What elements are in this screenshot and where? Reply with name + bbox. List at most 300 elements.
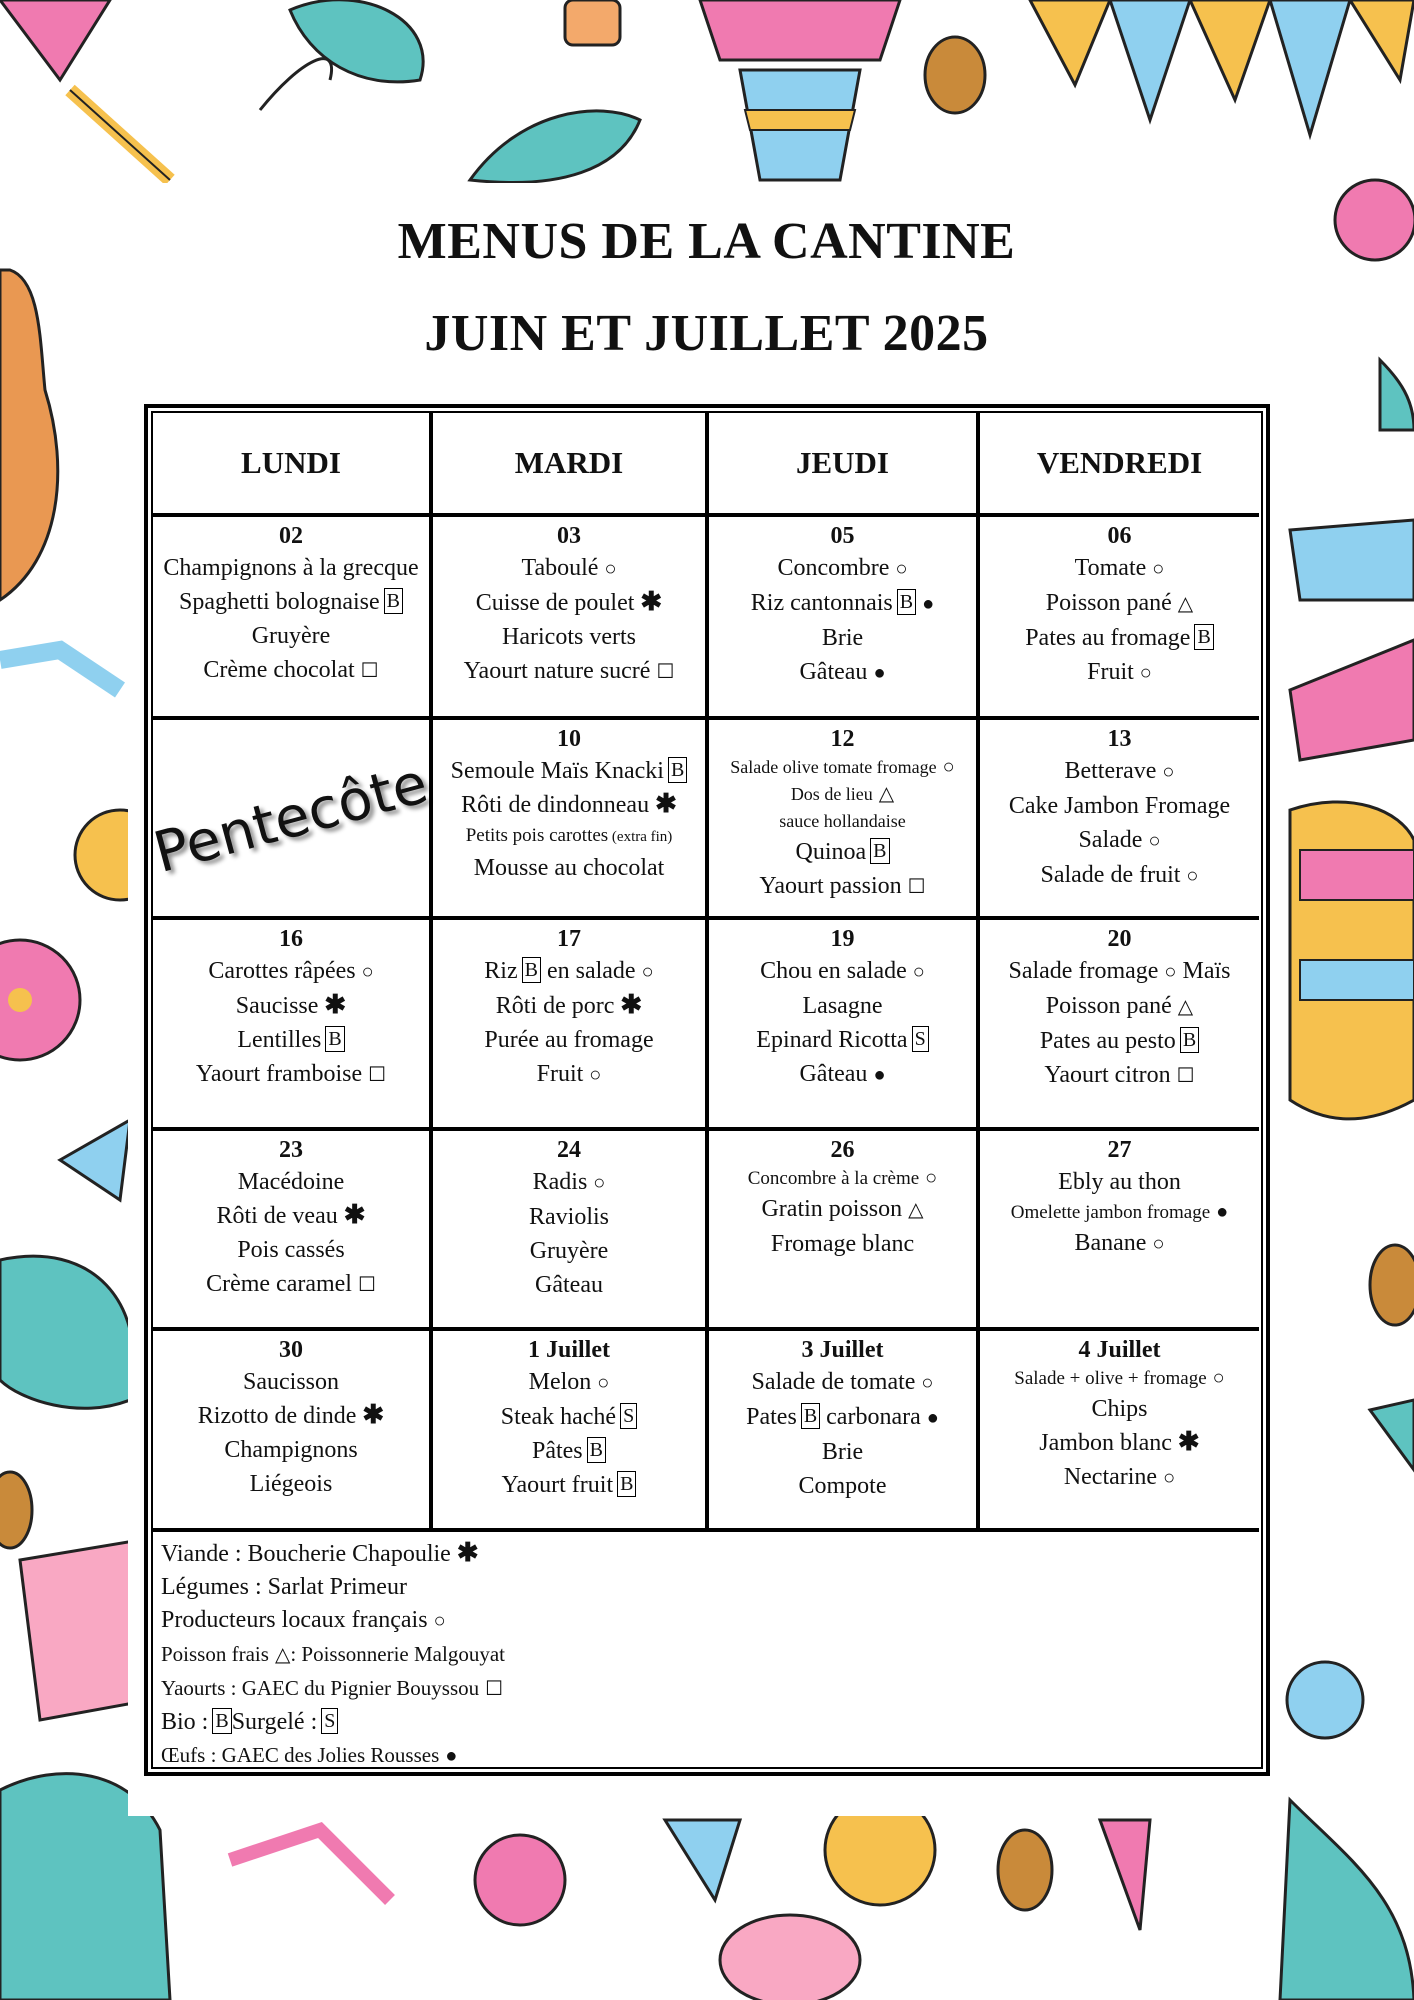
maraca-illustration [665,1820,740,1900]
menu-item-text: Gruyère [251,623,331,649]
legend-text: Yaourts : GAEC du Pignier Bouyssou [161,1676,480,1700]
menu-item-text: Yaourt fruit [501,1472,614,1498]
menu-day-cell [153,920,433,1131]
legend-text: Poisson frais [161,1642,269,1666]
menu-item [484,954,653,989]
menu-item-text: Salade de tomate [751,1369,916,1395]
drum-illustration [700,0,900,180]
menu-item-text: Pates [746,1404,797,1430]
menu-item-text: Omelette jambon fromage [1010,1202,1211,1223]
menu-item [1009,789,1230,823]
legend-text: Producteurs locaux français [161,1607,428,1633]
legend-row [161,1739,457,1773]
menu-item [777,551,907,586]
menu-item [1040,1024,1199,1058]
menu-item-text: Saucisson [243,1369,339,1395]
menu-item [502,620,636,654]
menu-item-text: Gâteau [799,1061,868,1087]
menu-item-note: (extra fin) [608,829,673,845]
surgele-label: S [321,1708,338,1734]
menu-day-cell [709,920,980,1131]
menu-item [759,869,925,904]
day-header-vendredi: VENDREDI [980,413,1259,517]
legend-text: Viande : Boucherie Chapoulie [161,1541,451,1567]
legend-row [161,1538,479,1571]
filled-circle-icon: ● [445,1745,458,1767]
hollow-circle-icon: ○ [593,1172,606,1194]
menu-item-text: Melon [528,1369,592,1395]
menu-item-text: Saucisse [235,993,319,1019]
day-date: 26 [830,1137,855,1163]
leaf-illustration [1380,360,1414,430]
maraca-illustration [1287,1662,1363,1738]
triangle-icon: △ [274,1644,291,1666]
menu-item [529,1365,610,1400]
filled-circle-icon: ● [873,1064,886,1086]
menu-item [822,621,863,655]
day-date: 12 [830,726,855,752]
coffee-bean-illustration [925,37,985,113]
menu-item-text: Salade de fruit [1040,862,1181,888]
menu-item-text: Poisson pané [1045,993,1172,1019]
legend [153,1532,1259,1770]
menu-item-text: Steak haché [500,1404,617,1430]
day-date: 27 [1107,1137,1132,1163]
menu-item-text: Gratin poisson [761,1196,903,1222]
straw-illustration [0,650,120,690]
coffee-bean-illustration [1370,1245,1414,1325]
holiday-cell [147,720,435,920]
maraca-illustration [1290,520,1414,600]
hollow-circle-icon: ○ [1163,1467,1176,1489]
menu-day-cell [433,1331,709,1532]
menu-item-text: Pates au fromage [1025,625,1191,651]
menu-item [206,1267,376,1302]
menu-item-text: Gruyère [529,1238,609,1264]
menu-item-text: Gâteau [535,1272,603,1298]
menu-item [1058,1165,1181,1199]
leaf-illustration [1280,1800,1414,2000]
menu-item [771,1227,914,1261]
day-date: 24 [557,1137,581,1163]
menu-item-text: Yaourt nature sucré [463,658,651,684]
menu-day-cell [433,1131,709,1331]
leaf-illustration [1370,1400,1414,1470]
legend-text: : Poissonnerie Malgouyat [290,1642,505,1666]
menu-item [779,808,905,835]
menu-item-text: Dos de lieu [790,784,873,804]
bio-label: B [897,589,916,615]
menu-item-text: Tomate [1074,555,1147,581]
hollow-circle-icon: ○ [1186,865,1199,887]
menu-item-text: Gâteau [799,659,868,685]
day-date: 4 Juillet [1078,1337,1161,1363]
menu-item [751,1365,933,1400]
menu-item-text: Ebly au thon [1058,1169,1181,1195]
square-icon: ☐ [485,1678,504,1700]
day-header-mardi: MARDI [433,413,709,517]
menu-item [474,851,665,885]
menu-item [822,1435,863,1469]
menu-item-text: Pois cassés [237,1237,345,1263]
flower-illustration [1335,180,1414,260]
menu-day-cell [980,517,1259,720]
menu-item [1046,586,1193,621]
bio-label: B [587,1437,606,1463]
menu-item-text: Lasagne [802,993,883,1019]
menu-day-cell [980,920,1259,1131]
day-date: 20 [1107,926,1132,952]
menu-item [198,1399,384,1433]
legend-text: Bio : [161,1709,209,1735]
menu-item [521,551,616,586]
menu-item [533,1165,606,1200]
menu-item-text: Spaghetti bolognaise [179,589,380,615]
day-date: 05 [830,523,855,549]
square-icon: ☐ [1176,1065,1195,1087]
menu-item-text: Chips [1091,1396,1148,1422]
hollow-circle-icon: ○ [912,961,925,983]
menu-item [1091,1392,1147,1426]
triangle-icon: △ [1177,593,1194,615]
menu-item-text: Radis [532,1169,588,1195]
menu-item-text: Yaourt framboise [195,1061,363,1087]
menu-item [746,1400,939,1435]
menu-item-text: Fruit [536,1061,584,1087]
drum-illustration [1300,960,1414,1000]
menu-item [1008,954,1230,989]
menu-item-text: Petits pois carottes [465,825,609,846]
menu-item [730,754,955,781]
menu-item [537,1057,602,1092]
menu-item [496,989,642,1023]
triangle-icon: △ [1177,996,1194,1018]
menu-item-text: sauce hollandaise [779,811,906,831]
menu-item-text: Mousse au chocolat [473,855,665,881]
page-title: MENUS DE LA CANTINE [397,213,1016,270]
menu-item [535,1268,603,1302]
menu-item [1087,655,1152,690]
menu-item-text: Epinard Ricotta [756,1027,908,1053]
menu-item [1025,621,1214,655]
menu-item [243,1365,339,1399]
menu-item [236,989,346,1023]
menu-item [791,781,894,808]
menu-item [484,1023,653,1057]
menu-item [796,835,890,869]
menu-item [799,1057,885,1092]
asterisk-icon: ✱ [1177,1427,1200,1456]
menu-day-cell [153,1131,433,1331]
menu-item-text: Rôti de dindonneau [461,792,650,818]
kite-illustration [1100,1820,1150,1930]
menu-item-text: Quinoa [795,839,867,865]
bio-label: B [325,1026,344,1052]
menu-item [1064,1460,1175,1495]
menu-item-text: Nectarine [1063,1464,1158,1490]
menu-item-text: Liégeois [249,1471,333,1497]
filled-circle-icon: ● [922,593,935,615]
leaf-illustration [290,0,423,82]
menu-item-text: Pâtes [531,1438,583,1464]
coffee-bean-illustration [0,1472,32,1548]
menu-item [502,1468,637,1502]
menu-item-text: Betterave [1064,758,1157,784]
legend-row [161,1604,446,1638]
kite-illustration [60,1120,130,1200]
hollow-circle-icon: ○ [597,1372,610,1394]
menu-item-text: Poisson pané [1045,590,1172,616]
filled-circle-icon: ● [873,662,886,684]
day-date: 10 [557,726,581,752]
drum-illustration [1300,850,1414,900]
day-date: 17 [557,926,581,952]
menu-day-cell [153,1331,433,1532]
page-subtitle: JUIN ET JUILLET 2025 [424,305,989,362]
hollow-circle-icon: ○ [604,558,617,580]
asterisk-icon: ✱ [324,990,347,1019]
ticket-illustration [565,0,620,45]
legend-row [161,1571,407,1604]
menu-item-text: Fruit [1087,659,1134,685]
menu-item [237,1233,344,1267]
surgele-label: S [912,1026,929,1052]
menu-item-text: Jambon blanc [1039,1430,1172,1456]
menu-item-text: Lentilles [237,1027,322,1053]
day-date: 23 [279,1137,303,1163]
menu-item [461,788,677,822]
menu-item [751,586,934,621]
bio-label: B [1180,1027,1199,1053]
bio-label: B [522,957,541,983]
menu-day-cell [709,1131,980,1331]
menu-item [476,586,662,620]
menu-item [208,954,373,989]
day-header-lundi: LUNDI [153,413,433,517]
menu-item-text: Cake Jambon Fromage [1008,793,1231,819]
menu-day-cell [433,517,709,720]
surgele-label: S [620,1403,637,1429]
menu-item [1075,551,1165,586]
menu-item [252,619,331,653]
menu-item-text: Concombre [777,555,890,581]
menu-item [1011,1199,1229,1226]
bio-label: B [617,1471,636,1497]
menu-item [799,1469,887,1503]
menu-item [799,655,885,690]
hollow-circle-icon: ○ [589,1064,602,1086]
menu-day-cell [433,720,709,920]
square-icon: ☐ [360,660,379,682]
day-date: 06 [1107,523,1132,549]
menu-item-text: Brie [821,1439,864,1465]
menu-item-text: Salade + olive + fromage [1014,1368,1207,1389]
menu-item [530,1234,609,1268]
asterisk-icon: ✱ [343,1200,366,1229]
asterisk-icon: ✱ [456,1538,479,1567]
menu-day-cell [709,1331,980,1532]
day-date: 30 [279,1337,303,1363]
filled-circle-icon: ● [1216,1201,1229,1223]
menu-item-text: Maïs [1176,958,1231,984]
maraca-illustration [470,111,640,183]
straw-illustration [230,1830,390,1900]
bio-label: B [870,838,889,864]
menu-item [761,1192,923,1227]
menu-item [464,654,675,689]
hollow-circle-icon: ○ [925,1167,938,1189]
menu-item-text: Taboulé [521,555,599,581]
menu-item [1039,1426,1199,1460]
menu-day-cell [709,720,980,920]
menu-item-text: Carottes râpées [208,958,356,984]
hollow-circle-icon: ○ [641,961,654,983]
square-icon: ☐ [907,876,926,898]
menu-item-text: Pates au pesto [1039,1028,1176,1054]
hollow-circle-icon: ○ [433,1610,446,1632]
menu-day-cell [153,517,433,720]
menu-item [224,1433,357,1467]
menu-item [216,1199,365,1233]
legend-text: Légumes : Sarlat Primeur [161,1574,407,1600]
hollow-circle-icon: ○ [921,1372,934,1394]
flower-illustration [475,1835,565,1925]
menu-grid [147,411,1263,1769]
menu-day-cell [980,720,1259,920]
menu-item-text: Haricots verts [502,624,636,650]
menu-item-text: Concombre à la crème [747,1168,920,1189]
menu-item [803,989,883,1023]
bio-label: B [668,757,687,783]
hollow-circle-icon: ○ [895,558,908,580]
menu-item-text: Brie [821,625,864,651]
flower-illustration [0,940,80,1060]
leaf-illustration [260,59,332,110]
menu-item [250,1467,333,1501]
triangle-icon: △ [878,783,895,805]
day-date: 03 [557,523,581,549]
menu-item-text: Rizotto de dinde [197,1403,357,1429]
hollow-circle-icon: ○ [361,961,374,983]
menu-item [1046,989,1193,1024]
menu-item [466,822,673,851]
asterisk-icon: ✱ [620,990,643,1019]
menu-item-text: Purée au fromage [484,1027,654,1053]
filled-circle-icon: ● [926,1407,939,1429]
menu-item-text: Salade [1078,827,1143,853]
hollow-circle-icon: ○ [1148,830,1161,852]
hollow-circle-icon: ○ [1152,1233,1165,1255]
holiday-label: Pentecôte [147,750,435,886]
legend-row [161,1706,338,1739]
bio-label: B [801,1403,820,1429]
menu-item-text: Crème chocolat [203,657,355,683]
legend-text: Surgelé : [231,1709,318,1735]
hollow-circle-icon: ○ [942,756,955,778]
menu-item [748,1165,938,1192]
menu-item-text: Salade fromage [1008,958,1159,984]
menu-item-text: Riz [484,958,518,984]
menu-item-text: Fromage blanc [770,1231,915,1257]
menu-table [144,404,1270,1776]
menu-item-text: Raviolis [528,1204,609,1230]
menu-item-text: Yaourt citron [1044,1062,1171,1088]
bio-label: B [1194,624,1213,650]
parasol-illustration [0,0,170,180]
legend-row [161,1638,505,1672]
square-icon: ☐ [368,1064,387,1086]
menu-item-text: carbonara [820,1404,921,1430]
menu-item-text: Macédoine [237,1169,345,1195]
menu-item-text: Rôti de veau [216,1203,338,1229]
menu-item-text: Chou en salade [760,958,907,984]
menu-item-text: Salade olive tomate fromage [730,757,937,777]
hollow-circle-icon: ○ [1152,558,1165,580]
menu-item-text: Compote [798,1473,887,1499]
square-icon: ☐ [656,661,675,683]
legend-text: Œufs : GAEC des Jolies Rousses [161,1743,440,1767]
menu-item-text: en salade [540,958,636,984]
asterisk-icon: ✱ [362,1400,385,1429]
menu-day-cell [980,1331,1259,1532]
menu-item [237,1023,344,1057]
day-date: 1 Juillet [528,1337,610,1363]
menu-item [179,585,403,619]
day-date: 3 Juillet [801,1337,884,1363]
day-header-jeudi: JEUDI [709,413,980,517]
menu-day-cell [709,517,980,720]
menu-item-text: Champignons [224,1437,358,1463]
asterisk-icon: ✱ [640,587,663,616]
hollow-circle-icon: ○ [1139,662,1152,684]
legend-row [161,1672,503,1706]
coffee-bean-illustration [998,1830,1052,1910]
day-date: 16 [279,926,303,952]
menu-item-text: Cuisse de poulet [475,590,635,616]
menu-item [1044,1058,1194,1093]
menu-item [238,1165,345,1199]
menu-item-text: Crème caramel [206,1271,352,1297]
menu-day-cell [980,1131,1259,1331]
bio-label: B [384,588,403,614]
day-date: 19 [830,926,855,952]
hollow-circle-icon: ○ [1212,1367,1225,1389]
bio-label: B [212,1708,231,1734]
menu-item [529,1200,609,1234]
square-icon: ☐ [357,1274,376,1296]
pear-illustration [0,270,58,600]
menu-item-text: Semoule Maïs Knacki [450,758,664,784]
menu-item [756,1023,928,1057]
menu-item [1078,823,1160,858]
asterisk-icon: ✱ [655,789,677,818]
menu-item [451,754,688,788]
kite-illustration [1290,640,1414,760]
day-date: 02 [279,523,303,549]
menu-item [196,1057,386,1092]
triangle-icon: △ [908,1199,924,1221]
menu-item [1040,858,1198,893]
sandal-illustration [720,1915,860,2000]
hollow-circle-icon: ○ [1162,761,1175,783]
day-date: 13 [1107,726,1132,752]
menu-item [1074,1226,1164,1261]
menu-item [1014,1365,1224,1392]
menu-item [1064,754,1174,789]
menu-item [501,1400,637,1434]
leaf-illustration [0,1256,134,1408]
menu-day-cell [433,920,709,1131]
